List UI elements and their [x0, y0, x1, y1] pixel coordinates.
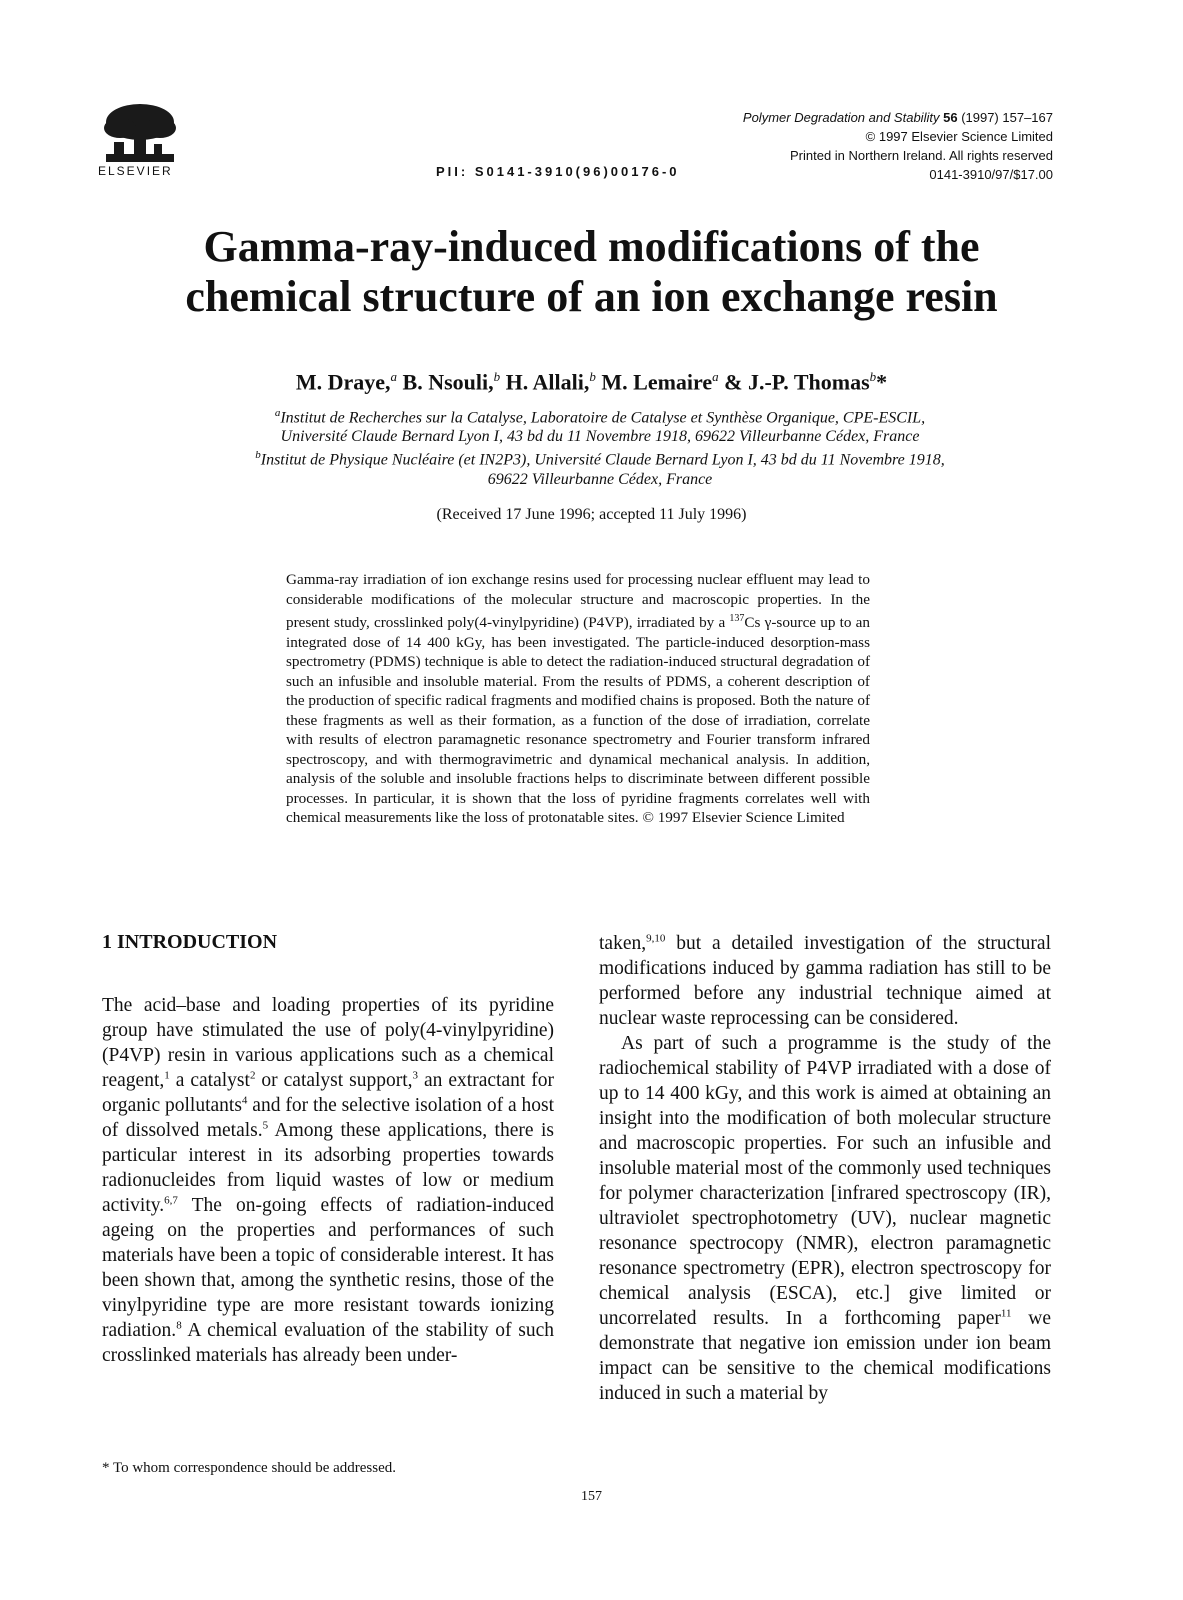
author-1: M. Draye, [295, 369, 391, 395]
intro-paragraph-1 [102, 993, 554, 1368]
journal-year-pages: (1997) 157–167 [961, 110, 1053, 125]
citation-ref: 11 [1000, 1307, 1012, 1320]
printed-line: Printed in Northern Ireland. All rights reserved [789, 148, 1053, 163]
affiliation-a-marker: a [274, 407, 281, 419]
affiliation-b-marker: b [255, 449, 261, 462]
affiliation-b-text-1: Institut de Physique Nucléaire (et IN2P3), Université Claude Bernard Lyon I, 43 bd du 11 Novembre 1918, [260, 451, 945, 469]
author-3: H. Allali, [500, 369, 590, 395]
author-2: B. Nsouli, [397, 369, 494, 395]
abstract [286, 570, 870, 828]
body-text: an extractant for organic pollutants [102, 1070, 554, 1116]
citation-ref: 9,10 [646, 932, 666, 945]
copyright-line: © 1997 Elsevier Science Limited [865, 129, 1053, 144]
body-text: we demonstrate that negative ion emission under ion beam impact can be sensitive to the chemical modifications induced in such a material by [599, 1308, 1051, 1404]
affiliation-a-text-1: Institut de Recherches sur la Catalyse, Laboratoire de Catalyse et Synthèse Organique, CPE-ESCIL, [280, 409, 926, 427]
body-text: A chemical evaluation of the stability of such crosslinked materials has already been under- [102, 1320, 554, 1366]
citation-ref: 5 [262, 1119, 269, 1132]
journal-name: Polymer Degradation and Stability [742, 110, 940, 125]
issn-line: 0141-3910/97/$17.00 [929, 167, 1053, 182]
body-text: but a detailed investigation of the structural modifications induced by gamma radiation has still to be performed before any industrial technique aimed at nuclear waste reprocessing can be considered. [599, 933, 1051, 1029]
right-column-body [599, 931, 1051, 1406]
page-number: 157 [581, 1489, 602, 1504]
author-list [0, 369, 1183, 395]
body-text: taken, [599, 933, 647, 954]
body-text: a catalyst [169, 1070, 250, 1091]
citation-ref: 8 [176, 1319, 182, 1332]
citation-ref: 1 [164, 1069, 170, 1082]
abstract-text-1: Gamma-ray irradiation of ion exchange resins used for processing nuclear effluent may lead to considerable modifications of the molecular structure and macroscopic properties. In the present study, crosslinked poly(4-vinylpyridine) (P4VP), irradiated by a [286, 571, 870, 632]
intro-paragraph-1-continued [599, 931, 1051, 1031]
body-text: The acid–base and loading properties of its pyridine group have stimulated the use of poly(4-vinylpyridine) (P4VP) resin in various applications such as a chemical reagent, [102, 995, 554, 1091]
affiliation-b-line-1 [140, 446, 1060, 469]
body-text: The on-going effects of radiation-induced ageing on the properties and performances of such materials have been a topic of considerable interest. It has been shown that, among the synthetic resins, those of the vinylpyridine type are more resistant towards ionizing radiation. [102, 1195, 554, 1341]
affiliation-b-line-2: 69622 Villeurbanne Cédex, France [487, 470, 713, 488]
citation-ref: 4 [241, 1094, 248, 1107]
affiliation-a-line-2: Université Claude Bernard Lyon I, 43 bd du 11 Novembre 1918, 69622 Villeurbanne Cédex, France [280, 428, 920, 446]
author-5-affil: b [869, 369, 877, 384]
affiliation-a-line-1 [140, 404, 1060, 427]
author-4-affil: a [712, 369, 719, 384]
journal-volume: 56 [943, 110, 958, 125]
abstract-text-2: Cs γ-source up to an integrated dose of 14 400 kGy, has been investigated. The particle-induced desorption-mass spectrometry (PDMS) technique is able to detect the radiation-induced structural degradation of such an infusible and insoluble material. From the results of PDMS, a coherent description of the production of specific radical fragments and modified chains is proposed. Both the nature of these fragments as well as their formation, as a function of the dose of irradiation, correlate with results of electron paramagnetic resonance spectrometry and Fourier transform infrared spectroscopy, and with thermogravimetric and dynamical mechanical analysis. In addition, analysis of the soluble and insoluble fractions helps to discriminate between different possible processes. In particular, it is shown that the loss of pyridine fragments correlates well with chemical measurements like the loss of protonatable sites. © 1997 Elsevier Science Limited [286, 614, 870, 827]
abstract-isotope-mass: 137 [729, 613, 745, 624]
body-text: Among these applications, there is particular interest in its adsorbing properties towards radionucleides from liquid wastes of low or medium activity. [102, 1120, 554, 1216]
publisher-name: ELSEVIER [98, 164, 173, 178]
pii-identifier: PII: S0141-3910(96)00176-0 [436, 164, 680, 179]
title-line-1: Gamma-ray-induced modifications of the [203, 222, 980, 271]
body-text: and for the selective isolation of a host of dissolved metals. [102, 1095, 554, 1141]
author-5: & J.-P. Thomas [718, 369, 870, 395]
correspondence-footnote: * To whom correspondence should be addressed. [102, 1460, 397, 1476]
author-3-affil: b [589, 369, 596, 384]
paper-title [0, 222, 1183, 322]
left-column-body [102, 993, 554, 1368]
affiliations [140, 404, 1060, 489]
received-dates: (Received 17 June 1996; accepted 11 July 1996) [436, 506, 747, 523]
section-heading-introduction: 1 INTRODUCTION [102, 931, 278, 953]
author-2-affil: b [493, 369, 501, 384]
citation-ref: 2 [249, 1069, 256, 1082]
journal-info [743, 108, 1053, 184]
journal-citation [743, 108, 1053, 127]
author-4: M. Lemaire [595, 369, 713, 395]
citation-ref: 3 [412, 1069, 419, 1082]
author-1-affil: a [390, 369, 398, 384]
body-text: As part of such a programme is the study of the radiochemical stability of P4VP irradiated with a dose of up to 14 400 kGy, and this work is aimed at obtaining an insight into the modification of both molecular structure and macroscopic properties. For such an infusible and insoluble material most of the commonly used techniques for polymer characterization [infrared spectroscopy (IR), ultraviolet spectrophotometry (UV), nuclear magnetic resonance spectrocopy (NMR), electron paramagnetic resonance spectrometry (EPR), electron spectroscopy for chemical analysis (ESCA), etc.] give limited or uncorrelated results. In a forthcoming paper [599, 1033, 1051, 1329]
citation-ref: 6,7 [164, 1194, 178, 1207]
intro-paragraph-2 [599, 1031, 1051, 1406]
body-text: or catalyst support, [255, 1070, 413, 1091]
title-line-2: chemical structure of an ion exchange resin [185, 272, 998, 321]
corresponding-star: * [876, 369, 888, 395]
